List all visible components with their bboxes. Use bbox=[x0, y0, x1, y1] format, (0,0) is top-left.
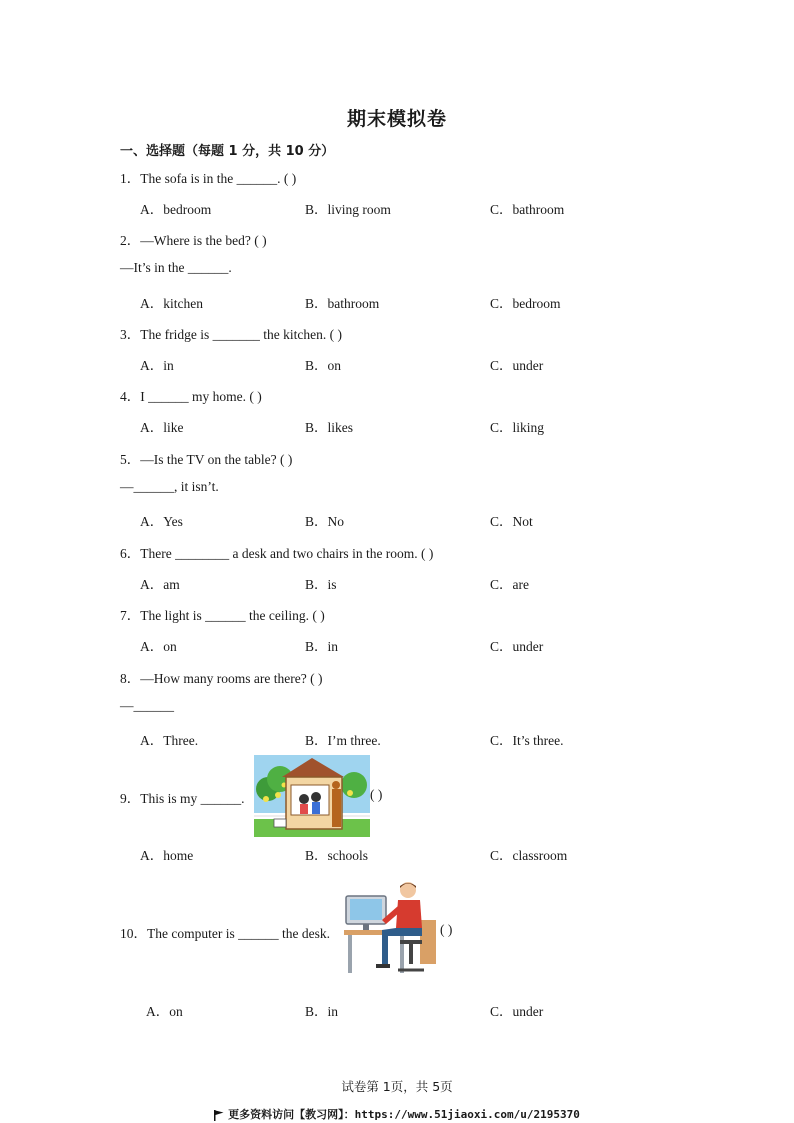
question-8-option-a: A．Three. bbox=[140, 733, 199, 748]
question-9-option-a: A．home bbox=[140, 848, 194, 863]
question-10-option-b: B．in bbox=[305, 1004, 339, 1019]
promo-line[interactable] bbox=[0, 1106, 794, 1122]
question-1-option-a: A．bedroom bbox=[140, 202, 212, 217]
question-3-option-b: B．on bbox=[305, 358, 342, 373]
question-9-answer-bracket: ( ) bbox=[370, 787, 383, 802]
question-5-option-c: C．Not bbox=[490, 514, 533, 529]
question-4-option-a: A．like bbox=[140, 420, 184, 435]
question-5-option-b: B．No bbox=[305, 514, 345, 529]
question-6-stem: 6．There ________ a desk and two chairs in the room. ( ) bbox=[120, 546, 434, 561]
question-7-option-a: A．on bbox=[140, 639, 177, 654]
question-7-stem: 7．The light is ______ the ceiling. ( ) bbox=[120, 608, 325, 623]
question-10-answer-bracket: ( ) bbox=[440, 922, 453, 937]
question-8-stem: 8．—How many rooms are there? ( ) bbox=[120, 671, 323, 686]
question-7-option-b: B．in bbox=[305, 639, 339, 654]
question-10-option-c: C．under bbox=[490, 1004, 544, 1019]
question-5-stem: 5．—Is the TV on the table? ( ) bbox=[120, 452, 293, 467]
question-8-stem-answer: —______ bbox=[120, 698, 174, 713]
promo-text: 更多资料访问【教习网】：https://www.51jiaoxi.com/u/2195370 bbox=[228, 1108, 580, 1121]
question-8-option-c: C．It’s three. bbox=[490, 733, 564, 748]
question-9-stem: 9．This is my ______. bbox=[120, 791, 245, 806]
question-3-stem: 3．The fridge is _______ the kitchen. ( ) bbox=[120, 327, 342, 342]
question-2-option-a: A．kitchen bbox=[140, 296, 203, 311]
question-2-option-b: B．bathroom bbox=[305, 296, 380, 311]
question-5-stem-answer: —______, it isn’t. bbox=[120, 479, 219, 494]
question-9-option-c: C．classroom bbox=[490, 848, 568, 863]
question-10-option-a: A．on bbox=[146, 1004, 183, 1019]
question-1-option-b: B．living room bbox=[305, 202, 391, 217]
question-7-option-c: C．under bbox=[490, 639, 544, 654]
page-footer: 试卷第 1页，共 5页 bbox=[341, 1079, 453, 1094]
question-2-option-c: C．bedroom bbox=[490, 296, 561, 311]
house-picture bbox=[254, 755, 370, 837]
question-2-stem-answer: —It’s in the ______. bbox=[120, 260, 232, 275]
question-6-option-a: A．am bbox=[140, 577, 180, 592]
question-4-stem: 4．I ______ my home. ( ) bbox=[120, 389, 262, 404]
question-6-option-b: B．is bbox=[305, 577, 337, 592]
question-3-option-c: C．under bbox=[490, 358, 544, 373]
page-title: 期末模拟卷 bbox=[346, 108, 447, 130]
question-3-option-a: A．in bbox=[140, 358, 174, 373]
question-4-option-c: C．liking bbox=[490, 420, 545, 435]
section-heading: 一、选择题（每题 1 分，共 10 分） bbox=[120, 144, 335, 159]
question-9-option-b: B．schools bbox=[305, 848, 369, 863]
question-10-stem: 10．The computer is ______ the desk. bbox=[120, 926, 330, 941]
question-2-stem: 2．—Where is the bed? ( ) bbox=[120, 233, 267, 248]
question-6-option-c: C．are bbox=[490, 577, 529, 592]
question-5-option-a: A．Yes bbox=[140, 514, 183, 529]
question-1-option-c: C．bathroom bbox=[490, 202, 565, 217]
question-4-option-b: B．likes bbox=[305, 420, 354, 435]
question-8-option-b: B．I’m three. bbox=[305, 733, 381, 748]
computer-desk-picture bbox=[342, 880, 440, 978]
question-1-stem: 1．The sofa is in the ______. ( ) bbox=[120, 171, 297, 186]
flag-icon bbox=[214, 1110, 224, 1121]
